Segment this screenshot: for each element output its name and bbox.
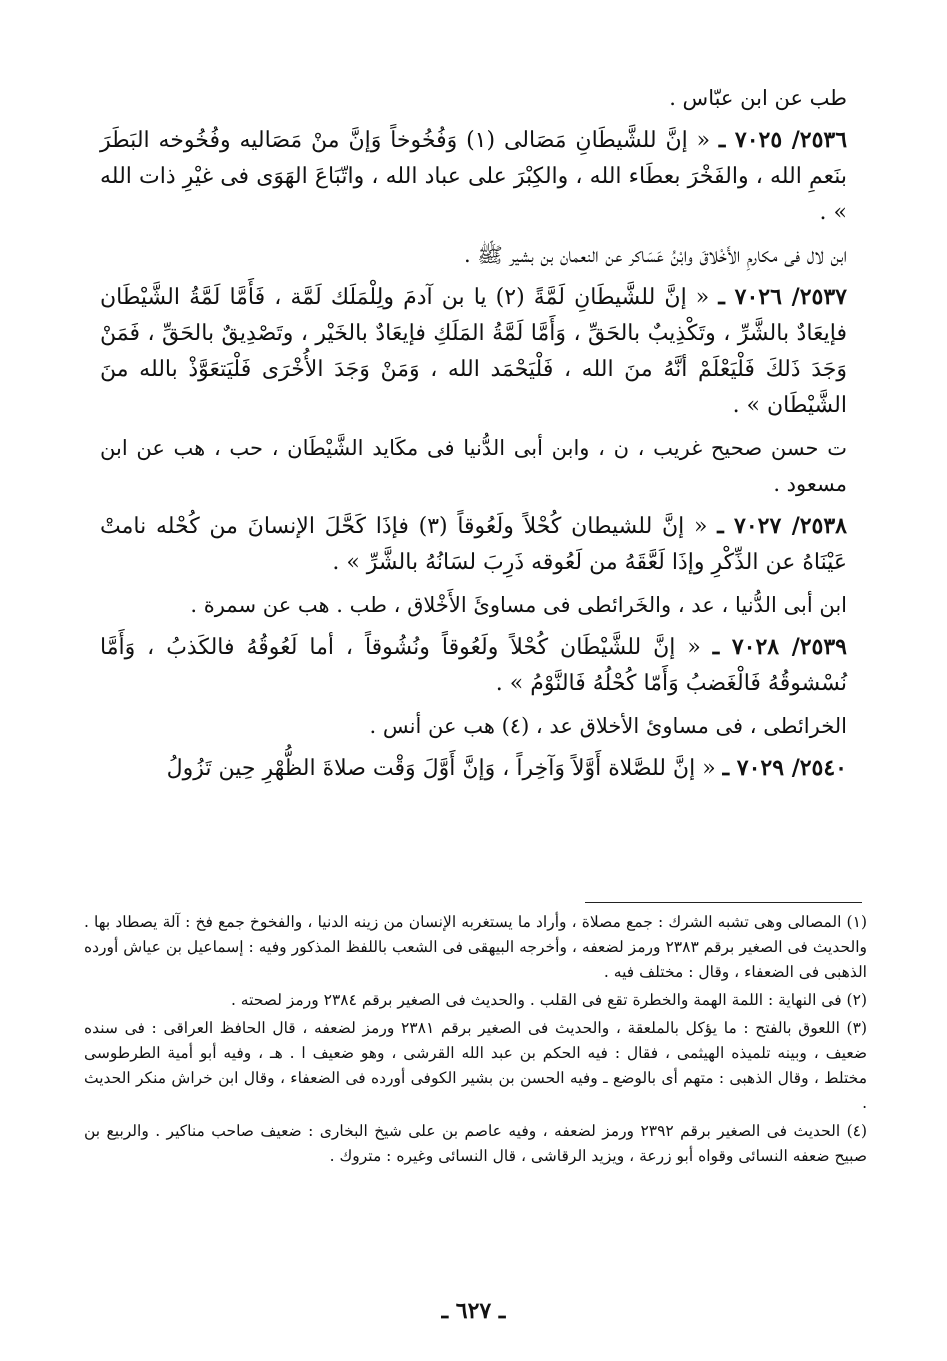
source-line: الخرائطى ، فى مساوئ الأخلاق عد ، (٤) هب عن أنس . xyxy=(369,714,847,738)
hadith-number: ٢٥٣٧/ ٧٠٢٦ ـ xyxy=(718,284,847,310)
footnote-divider xyxy=(585,902,862,903)
hadith-number: ٢٥٤٠/ ٧٠٢٩ ـ xyxy=(722,755,847,781)
hadith-2540 xyxy=(100,750,847,787)
source-line: ابن أبى الدُّنيا ، عد ، والخَرائطى فى مساوئَ الأَخْلاق ، طب . هب عن سمرة . xyxy=(190,593,847,617)
hadith-number: ٢٥٣٨/ ٧٠٢٧ ـ xyxy=(717,513,847,539)
hadith-text: « إنَّ للصَّلاة أَوَّلاً وَآخِراً ، وَإنَّ أَوَّلَ وَقْت صلاةَ الظُّهْرِ حِين تَزُولُ xyxy=(166,756,716,781)
footnote-3: (٣) اللعوق بالفتح : ما يؤكل بالملعقة ، والحديث فى الصغير برقم ٢٣٨١ ورمز لضعفه ، قال الحافظ العراقى : فى سنده ضعيف ، وبينه تلميذه الهيثمى ، فقال : فيه الحكم بن عبد الله القرشى ، وهو ضعيف ا . هـ ، وفيه أبو أمية الطرطوسى مختلط ، وقال الذهبى : متهم أى بالوضع ـ وفيه الحسن بن بشير الكوفى أورده فى الضعفاء ، وقال ابن خراش منكر الحديث . xyxy=(84,1019,867,1112)
hadith-2536 xyxy=(100,122,847,231)
hadith-text: « إنَّ للشَّيطَانِ مَصَالى (١) وَفُخُوخاً وَإنَّ منْ مَصَاليه وفُخُوخه البَطَرَ بنَعمِ الله ، والفَخْرَ بعطَاء الله ، والكِبْرَ على عباد الله ، واتّبَاعَ الهَوَى فى غيْرِ ذات الله » . xyxy=(100,128,847,225)
hadith-2538 xyxy=(100,508,847,581)
hadith-2537 xyxy=(100,279,847,424)
hadith-2539 xyxy=(100,629,847,702)
footnote-2: (٢) فى النهاية : اللمة الهمة والخطرة تقع فى القلب . والحديث فى الصغير برقم ٢٣٨٤ ورمز لصحته . xyxy=(230,991,867,1009)
source-line: ابن لال فى مكارمِ الأَخْلاقَ وابْنُ عَسَاكر عن النعمان بن بشير ﷺ . xyxy=(464,243,847,267)
main-text xyxy=(100,80,847,793)
hadith-number: ٢٥٣٦/ ٧٠٢٥ ـ xyxy=(718,127,848,153)
hadith-text: « إنَّ للشيطان كُحْلاً ولَعُوقاً (٣) فإذَا كَحَّلَ الإنسانَ من كُحْله نامتْ عَيْنَاهُ عن الذِّكْرِ وإذَا لَعَّقَهُ من لَعُوقه ذَرِبَ لسَانُهُ بالشَّرِّ » . xyxy=(100,514,847,575)
hadith-text: « إنَّ للشَّيطَانِ لَمَّةً (٢) يا بن آدمَ ولِلْمَلَك لَمَّة ، فَأَمَّا لَمَّةُ الشَّيْطَان فإيعَادٌ بالشَّرِّ ، وتَكْذِيبٌ بالحَقِّ ، وَأَمَّا لَمَّةُ المَلَكِ فإيعَادٌ بالخَيْر ، وتَصْدِيقٌ بالحَقِّ ، فَمَنْ وَجَدَ ذَلكَ فَلْيَعْلَمْ أنَّهُ منَ الله ، فَلْيَحْمَد الله ، وَمَنْ وَجَدَ الأُخْرَى فَلْيَتعَوَّذْ بالله منَ الشَّيْطَان » . xyxy=(100,285,847,418)
source-line: ت حسن صحيح غريب ، ن ، وابن أبى الدُّنيا فى مكَايد الشَّيْطَان ، حب ، هب عن ابن مسعود . xyxy=(100,436,847,496)
source-line: طب عن ابن عبّاس . xyxy=(669,86,847,110)
footnote-4: (٤) الحديث فى الصغير برقم ٢٣٩٢ ورمز لضعفه ، وفيه عاصم بن على شيخ البخارى : ضعيف صاحب مناكير . والربيع بن صبيح ضعفه النسائى وقواه أبو زرعة ، ويزيد الرقاشى ، قال النسائى وغيره : متروك . xyxy=(84,1122,868,1165)
hadith-number: ٢٥٣٩/ ٧٠٢٨ ـ xyxy=(712,634,847,660)
footnotes xyxy=(84,910,867,1172)
hadith-text: « إنَّ للشَّيْطَان كُحْلاً ولَعُوقاً ونُشُوقاً ، أما لَعُوقُهُ فالكَذبُ ، وَأَمَّا نُسْشوقُهُ فَالْغَضبُ وَأَمّا كُحْلُهُ فَالنَّوْمُ » . xyxy=(100,635,847,696)
page-number: ـ ٦٢٧ ـ xyxy=(441,1298,506,1324)
footnote-1: (١) المصالى وهى تشبه الشرك : جمع مصلاة ، وأراد ما يستغربه الإنسان من زينه الدنيا ، والفخوخ جمع فخ : آلة يصطاد بها . والحديث فى الصغير برقم ٢٣٨٣ ورمز لضعفه ، وأخرجه البيهقى فى الشعب باللفظ المذكور وفيه : إسماعيل بن عياش أورده الذهبى فى الضعفاء ، وقال : مختلف فيه . xyxy=(84,913,868,981)
